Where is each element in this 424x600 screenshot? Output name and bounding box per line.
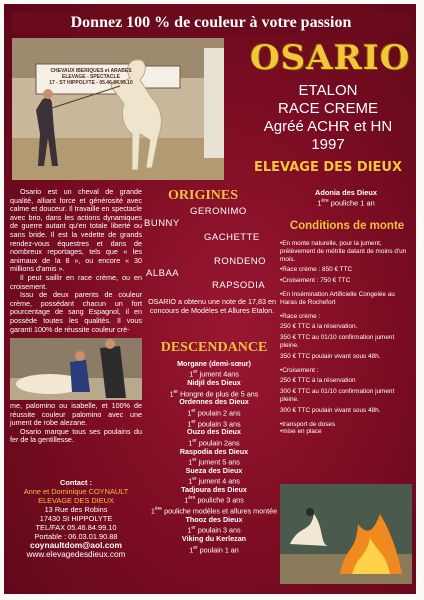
contact-website[interactable]: www.elevagedesdieux.com	[26, 550, 126, 559]
contact-heading: Contact :	[59, 478, 93, 487]
desc-detail-8: 1er poulain 3 ans	[187, 525, 241, 535]
cond-line-10: 250 € TTC à la réservation	[280, 377, 356, 385]
desc-name-4: Ouzo des Dieux	[187, 427, 241, 437]
pedigree-albaa: ALBAA	[146, 268, 180, 279]
sign-line-1: CHEVAUX IBERIQUES et ARABES	[50, 68, 132, 74]
desc-detail-9: 1er poulain 1 an	[189, 544, 239, 555]
elevage-heading: ELEVAGE DES DIEUX	[253, 160, 402, 175]
desc-detail-1: 1er jument 4ans	[189, 369, 239, 379]
contact-names: Anne et Dominique COYNAULT	[23, 487, 129, 496]
conditions-list	[280, 240, 412, 436]
cond-line-8: 350 € TTC poulain vivant sous 48h.	[280, 352, 381, 360]
intro-text-top	[10, 188, 142, 334]
subtitle-year: 1997	[311, 136, 345, 153]
conditions-title: Conditions de monte	[289, 220, 405, 232]
intro-text-bottom	[10, 402, 142, 445]
desc-name-8: Thooz des Dieux	[185, 515, 243, 525]
fire-jump-photo	[280, 484, 412, 584]
contact-email[interactable]: coynaultdom@aol.com	[30, 540, 122, 550]
desc-detail-5: 1er jument 5 ans	[188, 457, 240, 467]
intro-paragraph-5: Osario marque tous ses poulains du fer de la gentillesse.	[10, 426, 142, 445]
contact-mobile: Portable : 06.03.01.90.88	[34, 532, 118, 541]
subtitle-race: RACE CREME	[277, 100, 378, 117]
contact-tel: TEL/FAX 05.46.84.99.10	[35, 523, 117, 532]
desc-name-2: Nidjil des Dieux	[187, 378, 241, 388]
pedigree-rondeno: RONDENO	[214, 256, 267, 267]
cond-line-1: •En monte naturelle, pour la jument, prélèvement de métrite datant de moins d'un mois.	[280, 240, 407, 263]
banner-title: Donnez 100 % de couleur à votre passion	[12, 12, 410, 34]
cond-line-9: •Croisement :	[280, 366, 319, 374]
desc-detail-3: 1er poulain 2 ans	[187, 407, 241, 418]
cond-line-7: 350 € TTC au 01/10 confirmation jument pleine.	[280, 334, 395, 349]
desc-name-5: Raspodia des Dieux	[179, 446, 249, 456]
fire-jump-illustration	[280, 484, 412, 584]
intro-paragraph-1: Osario est un cheval de grande qualité, alliant force et générosité avec calme et douceur. Il travaille en spectacle avec brio, dans les actions dynamiques de guerre autant qu'en totale liberté ou sans bride. Il est la vedette de grands rendez-vous équestres et dans de nombreux reportages, tels que « les animaux de la 8 », ou encore « 30 millions d'amis ».	[10, 187, 142, 274]
subtitle-block	[240, 82, 416, 154]
cond-line-5: •Race crème :	[280, 312, 321, 320]
pedigree-rapsodia: RAPSODIA	[212, 280, 266, 291]
cond-line-2: •Race crème : 850 € TTC	[280, 266, 353, 274]
adonia-detail: 1ère pouliche 1 an	[317, 198, 375, 208]
cond-line-13: •transport de doses	[280, 420, 336, 428]
cond-line-4: •En Insémination Artificielle Congelée au Haras de Rochefort	[280, 290, 395, 306]
horse-lying-illustration	[10, 338, 142, 400]
contact-street: 13 Rue des Robins	[44, 505, 108, 514]
horse-name-title: OSARIO	[250, 38, 411, 78]
descendance-list	[144, 360, 284, 554]
cond-line-12: 300 € TTC poulain vivant sous 48h.	[280, 406, 381, 414]
desc-name-9: Viking du Kerlezan	[181, 534, 247, 544]
adonia-name: Adonia des Dieux	[314, 188, 377, 197]
descendance-title: DESCENDANCE	[160, 340, 268, 355]
desc-name-7: Tadjoura des Dieux	[181, 485, 247, 495]
desc-detail-6: 1er jument 4 ans	[188, 476, 240, 486]
cond-line-3: •Croisement : 750 € TTC	[280, 277, 351, 285]
pedigree-geronimo: GERONIMO	[190, 206, 247, 217]
intro-paragraph-3: Issu de deux parents de couleur crème, possédant chacun un fort pourcentage de sang Espagnol, il en possède toutes les qualités. Il vous garanti 100% de réussite couleur crè-	[10, 290, 142, 334]
pedigree-bunny: BUNNY	[144, 218, 180, 229]
intro-paragraph-2: Il peut saillir en race crème, ou en croisement.	[10, 272, 142, 291]
cond-line-11: 300 € TTC au 01/10 confirmation jument pleine.	[280, 388, 395, 403]
concours-note: OSARIO a obtenu une note de 17,83 en concours de Modèles et Allures Etalon.	[148, 297, 276, 315]
subtitle-etalon: ETALON	[298, 82, 358, 99]
desc-detail-4: 1er poulain 2ans	[188, 437, 240, 448]
cond-line-6: 250 € TTC à la réservation.	[280, 323, 358, 331]
desc-name-6: Sueza des Dieux	[185, 465, 243, 475]
desc-detail-7b: 1ère pouliche modèles et allures montée	[150, 506, 278, 516]
subtitle-agree: Agréé ACHR et HN	[263, 118, 393, 135]
desc-name-1: Morgane (demi-sœur)	[177, 359, 251, 368]
desc-name-3: Ordennes des Dieux	[179, 397, 249, 407]
sign-line-3: 17 - ST HIPPOLYTE - 05.46.84.99.10	[49, 80, 133, 86]
contact-block	[10, 478, 142, 559]
horse-lying-photo	[10, 338, 142, 400]
cond-line-14: •mise en place	[280, 428, 322, 436]
flyer	[4, 4, 416, 594]
contact-city: 17430 St HIPPOLYTE	[39, 514, 113, 523]
pedigree-gachette: GACHETTE	[204, 232, 260, 243]
desc-detail-2: 1er Hongre de plus de 5 ans	[169, 388, 259, 398]
desc-detail-3b: 1er poulain 3 ans	[187, 418, 241, 428]
horse-rearing-photo	[12, 38, 224, 180]
desc-detail-7: 1ère pouliche 3 ans	[184, 495, 244, 505]
origines-title: ORIGINES	[168, 188, 239, 203]
contact-farm: ELEVAGE DES DIEUX	[38, 496, 114, 505]
adonia-block	[280, 188, 412, 207]
intro-paragraph-4: me, palomino ou isabelle, et 100% de réussite couleur palomino avec une jument de robe alezane.	[10, 401, 142, 428]
sign-line-2: ELEVAGE - SPECTACLE	[62, 74, 120, 80]
horse-rearing-illustration	[12, 38, 224, 180]
